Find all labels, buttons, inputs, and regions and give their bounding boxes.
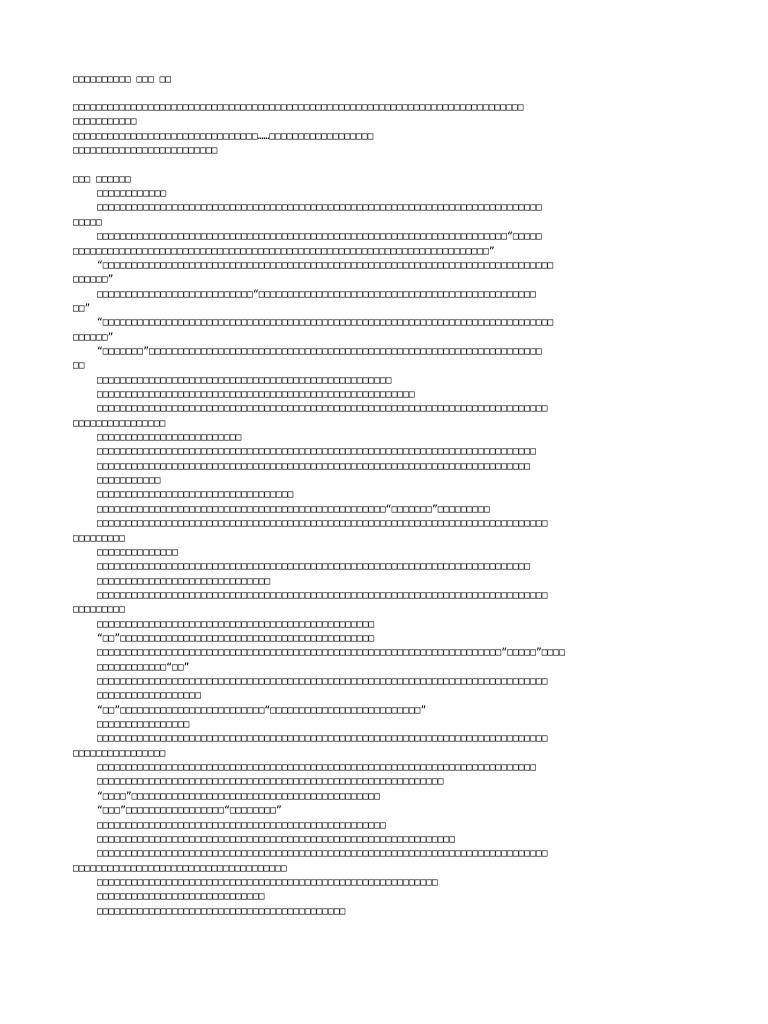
text-line: “□□□□”□□□□□□□□□□□□□□□□□□□□□□□□□□□□□□□□□□□□□□□□□□□ [97,790,381,802]
text-line: □□□ □□□□□□ [73,173,131,185]
text-line: □□□□□□□□□□□□□□□□□□□□□□□□□□□□□□□□□□□□□□□□□□□□□□□□□□□□□□□□□□□□□□□□□□□□□□□“□□□□□ [97,231,542,243]
text-line: □□□□□□□□□□□□□□□□□□□□□□□□□□□□□□□□□□□□□□□□□□□□□□□□□□□□□□□□□□□□□□□□□□□□□□□□□□□□ [97,446,536,458]
text-line: □□□□□□□□□□□□□□□□□□□□□□□□□□□□□□□□□□□□□□□□□□□□□□□□□□□□□□□□□□□□□□□□□□□□□□□□□□□ [97,561,531,573]
text-line: □□□□□□□□□□□□□□□□□□□□□□□□□□□□□ [97,891,265,903]
text-line: “□□□□□□□□□□□□□□□□□□□□□□□□□□□□□□□□□□□□□□□□□□□□□□□□□□□□□□□□□□□□□□□□□□□□□□□□□□□□□□ [97,259,554,271]
text-line: □□□□□□□□□□□□□□□□□□□□□□□□□□□□□□□□□□□□□□□□□□□□□□□□□□□ [97,374,392,386]
text-line: □□□□□□□□□□□□□□□□□□□□□□□□□□□□□□□□□□□□□□□□□□□□□□□□□□□□□□□□□□□□□□□□□□□□□□□□□□□ [97,460,531,472]
text-line: □□□□□□” [73,274,114,286]
text-line: □□□□□□□□□□□□□□□□□□□□□□□□□□□□□□□□□□□□□□□□□□□□□□□□ [97,618,375,630]
text-line: □□□□□□□□□□□□□□□□□□□□□□□□□□□“□□□□□□□□□□□□□□□□□□□□□□□□□□□□□□□□□□□□□□□□□□□□□□□□ [97,288,536,300]
text-line: □□□□□□□□□□□□□□□□□□□□□□□□□□□□□□□□□□□□□ [73,862,287,874]
text-line: □□□□□ [73,216,102,228]
text-line: □□□□□□□□□□□□□□ [97,546,178,558]
text-line: □□□□□□□□□□□ [97,475,161,487]
text-line: □□□□□□□□□□□□“□□” [97,661,190,673]
text-line: “□□”□□□□□□□□□□□□□□□□□□□□□□□□□“□□□□□□□□□□□□□□□□□□□□□□□□□□” [97,704,427,716]
text-line: □□□□□□□□□□□□□□□□□□□□□□□□□□□□□□□□□□□□□□□□□□□□□□□□□□□□□□□□□□□□□□□□□□□□□□□□□□□□ [97,762,536,774]
text-line: □□□□□□□□□□□□□□□□□□□□□□□□□□□□□□□□……□□□□□□□□□□□□□□□□□□ [73,130,374,142]
text-line: □□□□□□□□□□□□□□□□ [73,417,166,429]
text-line: “□□□□□□□”□□□□□□□□□□□□□□□□□□□□□□□□□□□□□□□□□□□□□□□□□□□□□□□□□□□□□□□□□□□□□□□□□□□□ [97,345,542,357]
text-line: □□□□□□□□□□□□ [97,188,167,200]
text-line: □□□□□□□□□□□□□□□□ [73,747,166,759]
document-title: □□□□□□□□□□ □□□ □□ [73,74,172,85]
text-line: □□□□□□□□□□□□□□□□□□□□□□□□□□□□□□□□□□□□□□□□□□□□□□□□□□□□□□□□□□□□ [97,776,444,788]
text-line: □□□□□□□□□□□ [73,116,137,128]
text-line: □□□□□□□□□□□□□□□□□□□□□□□□□□□□□□□□□□ [97,489,294,501]
text-line: “□□□”□□□□□□□□□□□□□□□□□“□□□□□□□□” [97,805,282,817]
text-line: □□□□□□□□□□□□□□□□□□□□□□□□□□□□□□□□□□□□□□□□□□□□□□□□□□□□□□□□□□□□□□□□□□□□□□□□□□□□□□ [97,848,548,860]
text-line: □□□□□□□□□□□□□□□□□□□□□□□□□□□□□□□□□□□□□□□□□□□□□□□□□□□□□□□ [97,389,415,400]
text-line: □□□□□□□□□□□□□□□□ [97,719,190,731]
text-line: “□□”□□□□□□□□□□□□□□□□□□□□□□□□□□□□□□□□□□□□□□□□□□□□ [97,632,375,644]
text-line: □□ [73,360,85,372]
text-line: □□□□□□□□□□□□□□□□□□□□□□□□□□□□□□□□□□□□□□□□□□□□□□□□□□□□□□□□□□□□□□□□□□□□□□□□□□□□□ [97,202,542,214]
text-line: □□□□□□□□□□□□□□□□□□□□□□□□□□□□□□□□□□□□□□□□□□□□□□□□□□□□□□□□□□□□□□□□□□□□□□□□□□□□□□ [97,589,548,601]
text-line [73,158,698,172]
text-line: □□□□□□□□□□□□□□□□□□□□□□□□□□□□□□□□□□□□□□□□□□□□□□□□□□□□□□□□□□□□□□□□□□□□□□□□□□□□□□ [97,733,548,745]
text-line: □□□□□□□□□□□□□□□□□□□□□□□□□ [97,432,242,444]
text-line: “□□□□□□□□□□□□□□□□□□□□□□□□□□□□□□□□□□□□□□□□□□□□□□□□□□□□□□□□□□□□□□□□□□□□□□□□□□□□□□ [97,317,554,329]
text-line: □□□□□□□□□□□□□□□□□□ [97,690,201,702]
text-line: □□□□□□□□□□□□□□□□□□□□□□□□□□□□□□□□□□□□□□□□□□□□□□□□□□□□□□□□□□□□□□□□□□□□□□“□□□□□”□□□□ [97,647,565,659]
text-line: □□□□□□□□□□□□□□□□□□□□□□□□□□□□□□□□□□□□□□□□□□□□□□□□□□□□□□□□□□□□□□□□□□□□□□□□□□□□□□ [97,676,548,687]
text-line: □□□□□□□□□□□□□□□□□□□□□□□□□□□□□□□□□□□□□□□□□□□ [97,905,346,917]
text-line: □□□□□□” [73,331,114,343]
text-line: □□□□□□□□□□□□□□□□□□□□□□□□□□□□□□□□□□□□□□□□□□□□□□□□□□□□□□□□□□□□□□ [97,833,456,845]
text-line: □□□□□□□□□□□□□□□□□□□□□□□□□□□□□□□□□□□□□□□□□□□□□□□□□□□□□□□□□□□□□□□□□□□□□□□□□□□□□□ [97,403,548,415]
text-line: □□□□□□□□□□□□□□□□□□□□□□□□□□□□□□□□□□□□□□□□□□□□□□□□□□□□□□□□□□□ [97,876,438,888]
text-line: □□□□□□□□□□□□□□□□□□□□□□□□□ [73,145,218,157]
text-line: □□□□□□□□□□□□□□□□□□□□□□□□□□□□□□□□□□□□□□□□□□□□□□□□□□□□□□□□□□□□□□□□□□□□□□□□□□□□□□ [97,518,548,530]
text-line: □□□□□□□□□ [73,604,125,616]
text-line: □□□□□□□□□□□□□□□□□□□□□□□□□□□□□□□□□□□□□□□□□□□□□□□□□□ [97,819,386,831]
text-line: □□□□□□□□□□□□□□□□□□□□□□□□□□□□□□□□□□□□□□□□□□□□□□□□□□“□□□□□□□”□□□□□□□□□ [97,503,490,515]
text-line: □□□□□□□□□□□□□□□□□□□□□□□□□□□□□□□□□□□□□□□□□□□□□□□□□□□□□□□□□□□□□□□□□□□□□□□□” [73,245,495,257]
text-line: □□□□□□□□□□□□□□□□□□□□□□□□□□□□□□ [97,575,271,587]
text-line: □□□□□□□□□□□□□□□□□□□□□□□□□□□□□□□□□□□□□□□□□□□□□□□□□□□□□□□□□□□□□□□□□□□□□□□□□□□□□□ [73,102,524,113]
text-line: □□□□□□□□□ [73,532,125,544]
text-line: □□” [73,302,91,314]
